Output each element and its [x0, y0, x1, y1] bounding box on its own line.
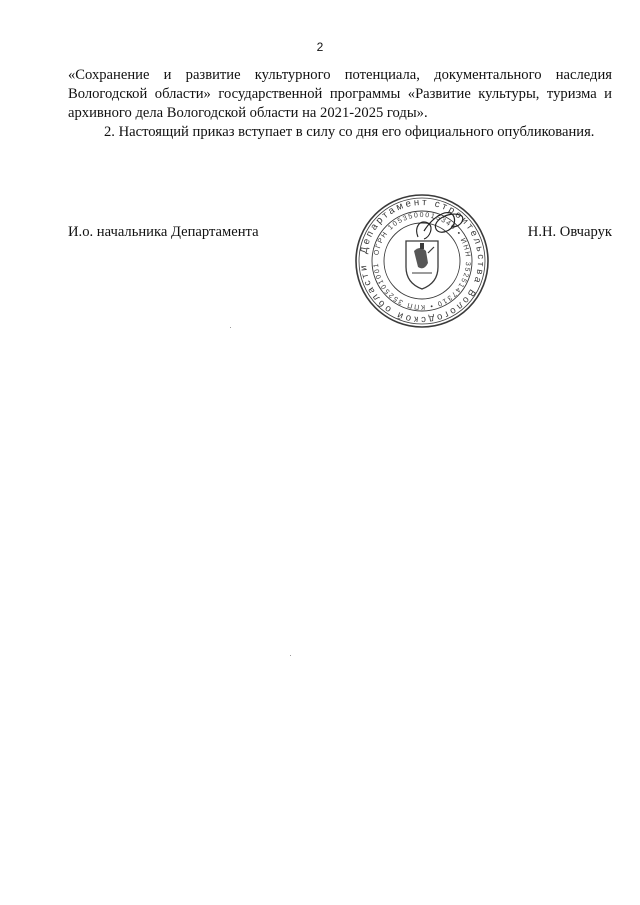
scan-speck — [230, 327, 231, 328]
scan-speck — [290, 655, 291, 656]
body-paragraph: 2. Настоящий приказ вступает в силу со дня его официального опубликования. — [104, 124, 595, 140]
page-number: 2 — [316, 40, 324, 54]
official-seal-stamp — [354, 193, 490, 329]
seal-icon — [354, 193, 490, 329]
body-paragraph: «Сохранение и развитие культурного потенциала, документального наследия Вологодской области» государственной программы «Развитие культуры, туризма и архивного дела Вологодской области на 2021-2025 годы». — [68, 67, 612, 121]
signer-name: Н.Н. Овчарук — [527, 224, 612, 240]
seal-inner-text: ОГРН 1053500015340 • ИНН 3525147310 • КПП 352501001 — [373, 211, 472, 311]
seal-outer-text: Департамент строительства Вологодской области — [358, 196, 487, 326]
document-body — [68, 66, 612, 142]
signer-title: И.о. начальника Департамента — [68, 224, 259, 240]
coat-of-arms-icon — [406, 241, 438, 289]
